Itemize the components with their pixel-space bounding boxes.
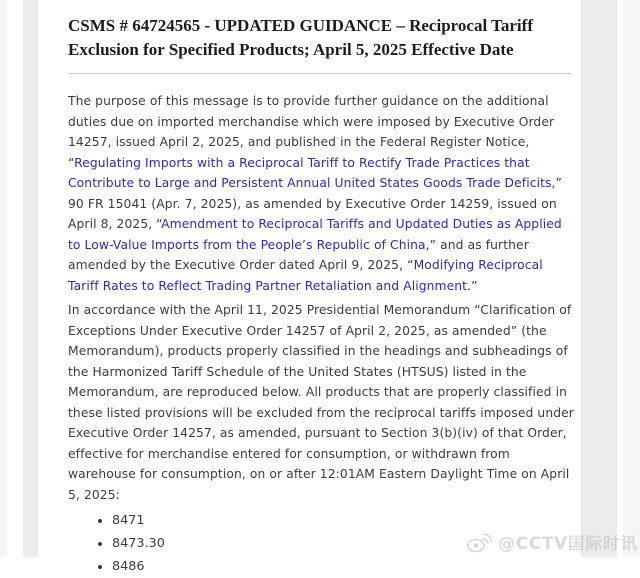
paragraph-text: In accordance with the April 11, 2025 Presidential Memorandum “Clarification of Exceptions Under Executive Order 14257 of April 2, 2025, as amended” (the Memorandum), products properly classified in the headings and subheadings of the Harmonized Tariff Schedule of the United States (HTSUS) listed in the Memorandum, are reproduced below. All products that are properly classified in these listed provisions will be excluded from the reciprocal tariffs imposed under Executive Order 14257, as amended, pursuant to Section 3(b)(iv) of that Order, effective for merchandise entered for consumption, or withdrawn from warehouse for consumption, on or after 12:01AM Eastern Daylight Time on April 5, 2025: <box>68 303 574 502</box>
document-title: CSMS # 64724565 - UPDATED GUIDANCE – Reciprocal Tariff Exclusion for Specified Products; April 5, 2025 Effective Date <box>68 16 533 59</box>
paragraph-text: ” 90 FR 15041 (Apr. 7, 2025), as amended by Executive Order 14259, issued on April 8, 2025, “ <box>68 176 563 231</box>
paragraph-text: The purpose of this message is to provide further guidance on the additional duties due on imported merchandise which were imposed by Executive Order 14257, issued April 2, 2025, and published in the Federal Register Notice, “ <box>68 94 555 170</box>
page-margin-left <box>23 0 38 557</box>
outer-background-right <box>623 0 640 557</box>
paragraph <box>68 300 574 505</box>
watermark-text: @CCTV国际时讯 <box>498 534 638 553</box>
page-margin-right <box>581 0 617 557</box>
document-body <box>68 91 580 505</box>
hts-code-item: • 8473.30 <box>112 532 580 555</box>
paragraph-text: ” and as further amended by the Executive Order dated April 9, 2025, “ <box>68 237 529 272</box>
paragraph-text: ” <box>471 278 478 293</box>
document-link[interactable]: Regulating Imports with a Reciprocal Tariff to Rectify Trade Practices that Contribute to Large and Persistent Annual United States Goods Trade Deficits, <box>68 155 556 190</box>
weibo-logo-icon <box>466 531 493 553</box>
outer-background-left <box>0 0 7 557</box>
paragraph <box>68 91 574 296</box>
watermark <box>466 530 638 554</box>
document-content <box>68 0 580 578</box>
title-divider <box>68 73 571 74</box>
hts-code-item: • 8486 <box>112 555 580 578</box>
document-link[interactable]: Amendment to Reciprocal Tariffs and Updated Duties as Applied to Low-Value Imports from the People’s Republic of China, <box>68 217 562 252</box>
hts-code-item: • 8471 <box>112 509 580 532</box>
document-link[interactable]: Modifying Reciprocal Tariff Rates to Reflect Trading Partner Retaliation and Alignment. <box>68 258 543 293</box>
